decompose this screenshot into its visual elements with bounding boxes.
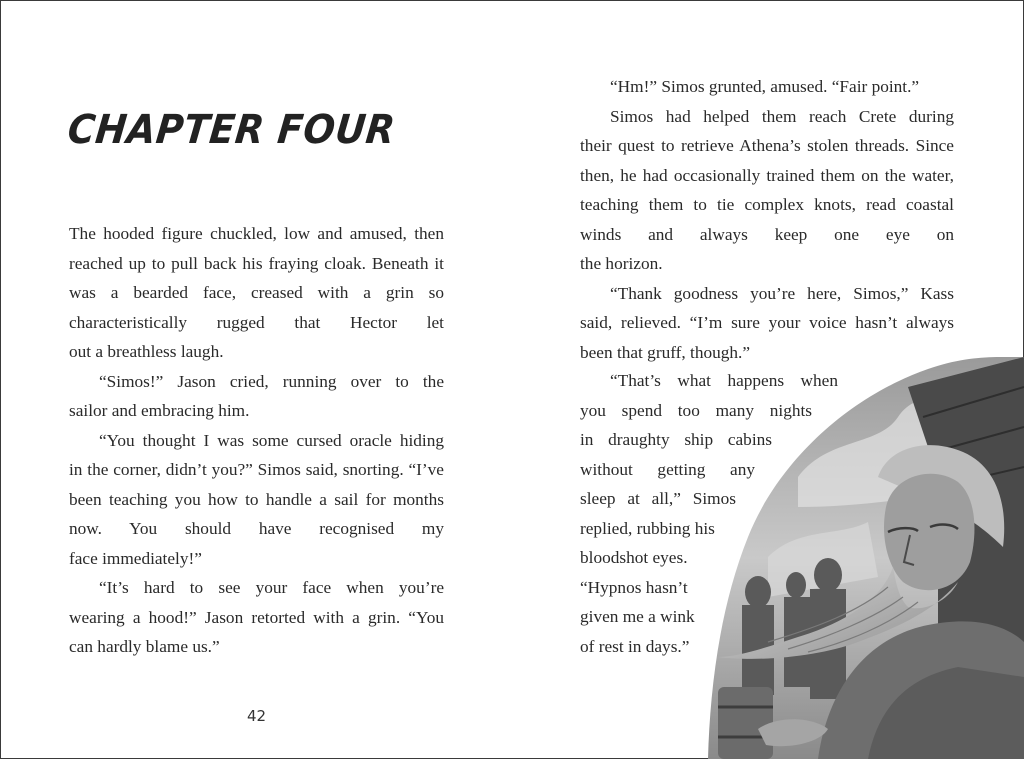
wrapped-paragraph	[580, 366, 838, 661]
left-page-text	[69, 219, 444, 662]
text-line: bloodshot eyes.	[580, 548, 688, 567]
text-line: in draughty ship cabins	[580, 430, 772, 449]
paragraph: “Hm!” Simos grunted, amused. “Fair point.”	[610, 77, 920, 96]
paragraph-end: can hardly blame us.”	[69, 637, 220, 656]
paragraph: “You thought I was some cursed oracle hiding	[99, 430, 444, 450]
paragraph-end: face immediately!”	[69, 548, 202, 568]
paragraph: Simos had helped them reach Crete during	[610, 106, 954, 126]
paragraph: in the corner, didn’t you?” Simos said, snorting. “I’ve been teaching you how to handle a sail for months now. You should have recognised my	[69, 460, 444, 538]
page-number: 42	[247, 707, 267, 725]
paragraph: The hooded figure chuckled, low and amused, then reached up to pull back his fraying cloak. Beneath it was a bearded face, creased with a grin so characteristically rugged that Hector let	[69, 224, 445, 332]
paragraph-end: the horizon.	[580, 254, 663, 273]
paragraph: “Simos!” Jason cried, running over to the	[99, 371, 444, 391]
text-line: sleep at all,” Simos	[580, 489, 736, 508]
paragraph-end: been that gruff, though.”	[580, 342, 751, 362]
paragraph: “It’s hard to see your face when you’re	[99, 578, 444, 597]
paragraph-end: sailor and embracing him.	[69, 401, 250, 420]
text-line: without getting any	[580, 459, 755, 479]
chapter-title: CHAPTER FOUR	[65, 106, 398, 153]
text-line: “Hypnos hasn’t	[580, 577, 688, 597]
paragraph: said, relieved. “I’m sure your voice hasn’t always	[580, 313, 954, 332]
text-line: “That’s what happens when	[610, 371, 838, 390]
text-line: of rest in days.”	[580, 636, 690, 656]
right-page-text	[580, 72, 954, 367]
text-line: replied, rubbing his	[580, 518, 715, 538]
paragraph: their quest to retrieve Athena’s stolen threads. Since then, he had occasionally trained them on the water, teaching them to tie complex knots, read coastal winds and always keep one eye on	[580, 136, 954, 244]
paragraph: “Thank goodness you’re here, Simos,” Kass	[610, 283, 954, 303]
text-line: you spend too many nights	[580, 400, 812, 420]
text-line: given me a wink	[580, 607, 695, 626]
paragraph: wearing a hood!” Jason retorted with a grin. “You	[69, 607, 444, 627]
paragraph-end: out a breathless laugh.	[69, 342, 224, 361]
